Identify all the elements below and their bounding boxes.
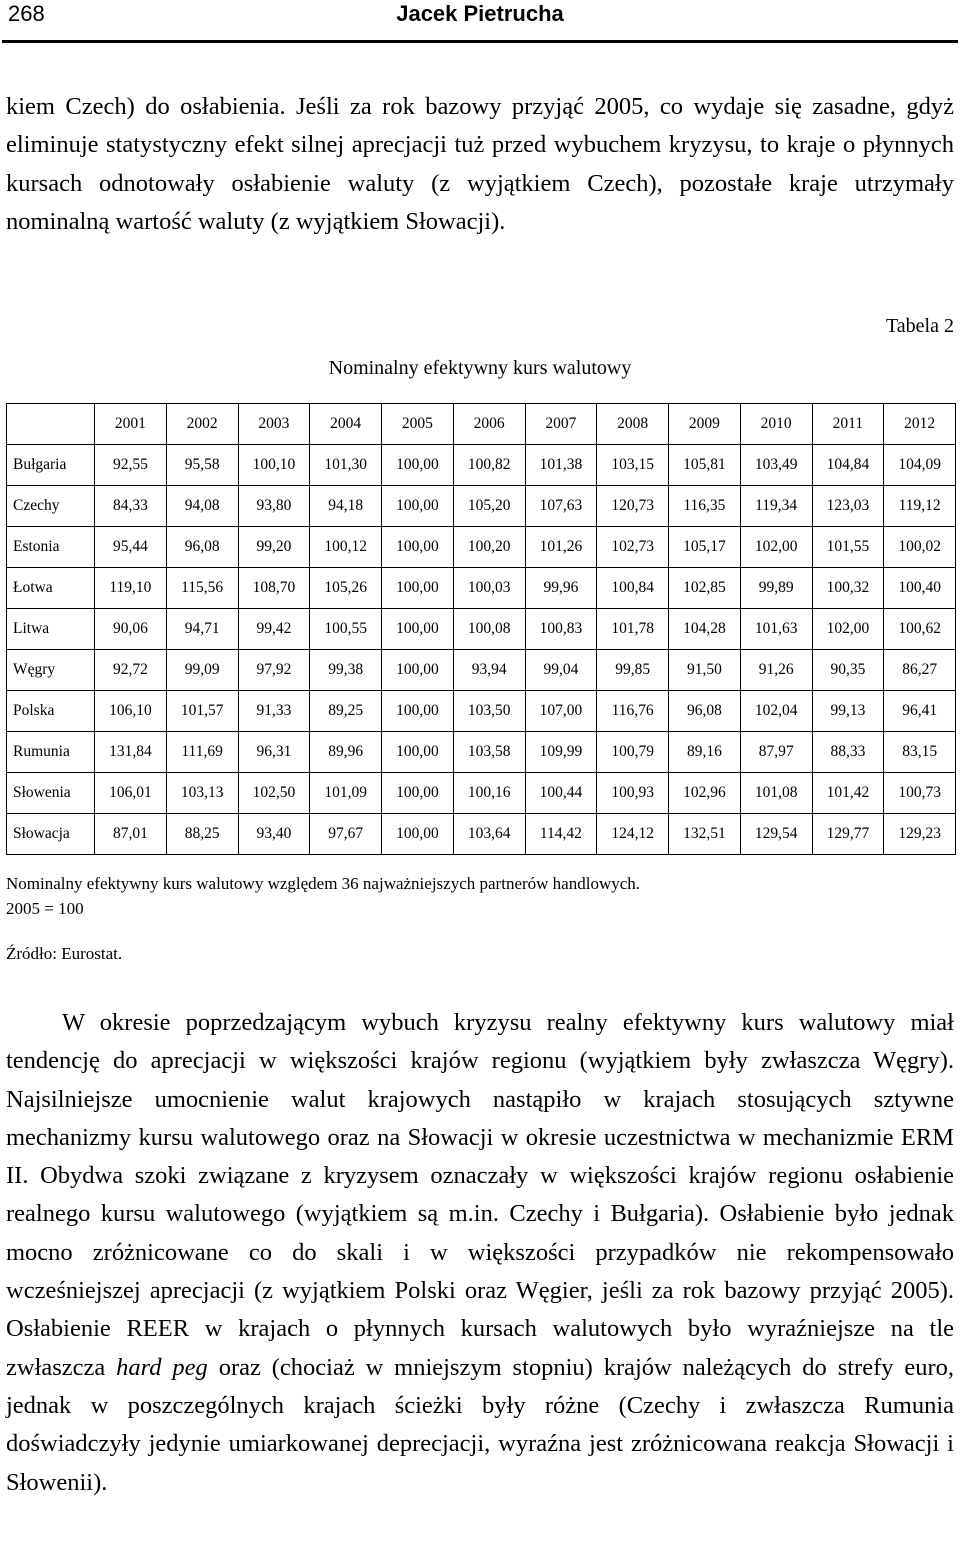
table-row [7, 527, 956, 568]
value-cell: 100,16 [453, 773, 525, 814]
table-label: Tabela 2 [885, 315, 954, 337]
paragraph-bottom-italic-term: hard peg [116, 1353, 208, 1381]
year-header: 2009 [669, 404, 741, 445]
value-cell: 116,35 [669, 486, 741, 527]
paragraph-bottom [6, 1004, 954, 1502]
table-row [7, 732, 956, 773]
value-cell: 103,13 [166, 773, 238, 814]
value-cell: 101,26 [525, 527, 597, 568]
value-cell: 111,69 [166, 732, 238, 773]
year-header: 2002 [166, 404, 238, 445]
value-cell: 102,50 [238, 773, 310, 814]
value-cell: 101,78 [597, 609, 669, 650]
value-cell: 99,09 [166, 650, 238, 691]
value-cell: 132,51 [669, 814, 741, 855]
value-cell: 101,08 [740, 773, 812, 814]
value-cell: 100,55 [310, 609, 382, 650]
value-cell: 101,42 [812, 773, 884, 814]
country-cell: Słowenia [7, 773, 95, 814]
value-cell: 89,25 [310, 691, 382, 732]
country-cell: Słowacja [7, 814, 95, 855]
value-cell: 119,10 [95, 568, 167, 609]
value-cell: 97,67 [310, 814, 382, 855]
value-cell: 100,93 [597, 773, 669, 814]
value-cell: 107,00 [525, 691, 597, 732]
year-header: 2001 [95, 404, 167, 445]
value-cell: 100,08 [453, 609, 525, 650]
value-cell: 109,99 [525, 732, 597, 773]
year-header: 2010 [740, 404, 812, 445]
paragraph-top: kiem Czech) do osłabienia. Jeśli za rok bazowy przyjąć 2005, co wydaje się zasadne, gdyż eliminuje statystyczny efekt silnej aprecjacji tuż przed wybuchem kryzysu, to kraje o płynnych kursach odnotowały osłabienie waluty (z wyjątkiem Czech), pozostałe kraje utrzymały nominalną wartość waluty (z wyjątkiem Słowacji). [6, 93, 954, 235]
value-cell: 100,44 [525, 773, 597, 814]
value-cell: 92,72 [95, 650, 167, 691]
value-cell: 129,23 [884, 814, 956, 855]
value-cell: 103,64 [453, 814, 525, 855]
year-header: 2011 [812, 404, 884, 445]
table-note: Nominalny efektywny kurs walutowy względem 36 najważniejszych partnerów handlowych. [6, 874, 641, 893]
value-cell: 93,80 [238, 486, 310, 527]
value-cell: 100,32 [812, 568, 884, 609]
value-cell: 90,06 [95, 609, 167, 650]
value-cell: 101,63 [740, 609, 812, 650]
value-cell: 95,44 [95, 527, 167, 568]
value-cell: 100,82 [453, 445, 525, 486]
value-cell: 91,50 [669, 650, 741, 691]
value-cell: 101,55 [812, 527, 884, 568]
value-cell: 94,08 [166, 486, 238, 527]
value-cell: 97,92 [238, 650, 310, 691]
value-cell: 100,03 [453, 568, 525, 609]
table-base-note: 2005 = 100 [6, 899, 84, 918]
value-cell: 101,38 [525, 445, 597, 486]
value-cell: 129,77 [812, 814, 884, 855]
table-row [7, 691, 956, 732]
value-cell: 92,55 [95, 445, 167, 486]
table-row [7, 650, 956, 691]
value-cell: 99,04 [525, 650, 597, 691]
value-cell: 94,71 [166, 609, 238, 650]
value-cell: 100,00 [382, 486, 454, 527]
value-cell: 89,96 [310, 732, 382, 773]
country-cell: Czechy [7, 486, 95, 527]
page-number: 268 [8, 1, 45, 26]
page-header [0, 0, 960, 40]
value-cell: 88,25 [166, 814, 238, 855]
running-head-author: Jacek Pietrucha [396, 1, 564, 26]
value-cell: 119,34 [740, 486, 812, 527]
value-cell: 102,04 [740, 691, 812, 732]
value-cell: 99,85 [597, 650, 669, 691]
value-cell: 115,56 [166, 568, 238, 609]
country-cell: Węgry [7, 650, 95, 691]
year-header: 2007 [525, 404, 597, 445]
value-cell: 102,85 [669, 568, 741, 609]
country-cell: Litwa [7, 609, 95, 650]
value-cell: 100,73 [884, 773, 956, 814]
value-cell: 101,09 [310, 773, 382, 814]
value-cell: 84,33 [95, 486, 167, 527]
paragraph-bottom-text-2: oraz (chociaż w mniejszym stopniu) krajów należących do strefy euro, jednak w poszczególnych krajach ścieżki były różne (Czechy i zwłaszcza Rumunia doświadczyły jedynie umiarkowanej deprecjacji, wyraźna jest zróżnicowana reakcja Słowacji i Słowenii). [6, 1353, 955, 1496]
value-cell: 94,18 [310, 486, 382, 527]
year-header: 2008 [597, 404, 669, 445]
value-cell: 99,96 [525, 568, 597, 609]
value-cell: 100,62 [884, 609, 956, 650]
value-cell: 99,89 [740, 568, 812, 609]
value-cell: 93,94 [453, 650, 525, 691]
value-cell: 89,16 [669, 732, 741, 773]
value-cell: 104,09 [884, 445, 956, 486]
value-cell: 100,83 [525, 609, 597, 650]
value-cell: 100,00 [382, 773, 454, 814]
value-cell: 95,58 [166, 445, 238, 486]
header-rule [2, 40, 958, 43]
value-cell: 106,01 [95, 773, 167, 814]
value-cell: 104,28 [669, 609, 741, 650]
value-cell: 114,42 [525, 814, 597, 855]
value-cell: 100,00 [382, 568, 454, 609]
value-cell: 102,00 [812, 609, 884, 650]
table-row [7, 773, 956, 814]
value-cell: 90,35 [812, 650, 884, 691]
year-header: 2006 [453, 404, 525, 445]
year-header: 2005 [382, 404, 454, 445]
value-cell: 99,20 [238, 527, 310, 568]
value-cell: 102,96 [669, 773, 741, 814]
value-cell: 100,00 [382, 691, 454, 732]
table-row [7, 445, 956, 486]
value-cell: 100,84 [597, 568, 669, 609]
year-header: 2012 [884, 404, 956, 445]
value-cell: 96,08 [669, 691, 741, 732]
value-cell: 99,42 [238, 609, 310, 650]
value-cell: 131,84 [95, 732, 167, 773]
value-cell: 123,03 [812, 486, 884, 527]
value-cell: 100,00 [382, 814, 454, 855]
year-header: 2004 [310, 404, 382, 445]
table-caption: Nominalny efektywny kurs walutowy [328, 357, 632, 379]
value-cell: 100,00 [382, 609, 454, 650]
value-cell: 101,57 [166, 691, 238, 732]
value-cell: 87,97 [740, 732, 812, 773]
table-header-row [7, 404, 956, 445]
value-cell: 105,81 [669, 445, 741, 486]
country-cell: Estonia [7, 527, 95, 568]
paragraph-bottom-text-1: W okresie poprzedzającym wybuch kryzysu realny efektywny kurs walutowy miał tendencję do aprecjacji w większości krajów regionu (wyjątkiem były zwłaszcza Węgry). Najsilniejsze umocnienie walut krajowych nastąpiło w krajach stosujących sztywne mechanizmy kursu walutowego oraz na Słowacji w okresie uczestnictwa w mechanizmie ERM II. Obydwa szoki związane z kryzysem oznaczały w większości krajów regionu osłabienie realnego kursu walutowego (wyjątkiem są m.in. Czechy i Bułgaria). Osłabienie było jednak mocno zróżnicowane co do skali i w większości przypadków nie rekompensowało wcześniejszej aprecjacji (z wyjątkiem Polski oraz Węgier, jeśli za rok bazowy przyjąć 2005). Osłabienie REER w krajach o płynnych kursach walutowych było wyraźniejsze na tle zwłaszcza [6, 1009, 954, 1381]
value-cell: 105,26 [310, 568, 382, 609]
value-cell: 99,38 [310, 650, 382, 691]
value-cell: 108,70 [238, 568, 310, 609]
value-cell: 91,26 [740, 650, 812, 691]
value-cell: 104,84 [812, 445, 884, 486]
year-header: 2003 [238, 404, 310, 445]
value-cell: 102,73 [597, 527, 669, 568]
table-row [7, 814, 956, 855]
table-row [7, 568, 956, 609]
value-cell: 100,00 [382, 650, 454, 691]
value-cell: 91,33 [238, 691, 310, 732]
value-cell: 107,63 [525, 486, 597, 527]
value-cell: 93,40 [238, 814, 310, 855]
value-cell: 100,02 [884, 527, 956, 568]
value-cell: 100,20 [453, 527, 525, 568]
value-cell: 83,15 [884, 732, 956, 773]
value-cell: 96,31 [238, 732, 310, 773]
value-cell: 100,12 [310, 527, 382, 568]
country-cell: Rumunia [7, 732, 95, 773]
value-cell: 102,00 [740, 527, 812, 568]
table-row [7, 486, 956, 527]
value-cell: 99,13 [812, 691, 884, 732]
country-cell: Polska [7, 691, 95, 732]
value-cell: 96,08 [166, 527, 238, 568]
value-cell: 100,10 [238, 445, 310, 486]
value-cell: 100,40 [884, 568, 956, 609]
value-cell: 103,49 [740, 445, 812, 486]
value-cell: 129,54 [740, 814, 812, 855]
value-cell: 100,00 [382, 445, 454, 486]
table-source: Źródło: Eurostat. [6, 944, 123, 963]
value-cell: 116,76 [597, 691, 669, 732]
table-row [7, 609, 956, 650]
value-cell: 100,79 [597, 732, 669, 773]
value-cell: 96,41 [884, 691, 956, 732]
value-cell: 86,27 [884, 650, 956, 691]
value-cell: 100,00 [382, 732, 454, 773]
value-cell: 105,20 [453, 486, 525, 527]
value-cell: 119,12 [884, 486, 956, 527]
exchange-rate-table [6, 403, 956, 855]
value-cell: 103,58 [453, 732, 525, 773]
value-cell: 103,15 [597, 445, 669, 486]
value-cell: 124,12 [597, 814, 669, 855]
value-cell: 103,50 [453, 691, 525, 732]
table-header-corner [7, 404, 95, 445]
country-cell: Bułgaria [7, 445, 95, 486]
value-cell: 120,73 [597, 486, 669, 527]
value-cell: 88,33 [812, 732, 884, 773]
country-cell: Łotwa [7, 568, 95, 609]
value-cell: 100,00 [382, 527, 454, 568]
value-cell: 106,10 [95, 691, 167, 732]
value-cell: 87,01 [95, 814, 167, 855]
value-cell: 101,30 [310, 445, 382, 486]
value-cell: 105,17 [669, 527, 741, 568]
